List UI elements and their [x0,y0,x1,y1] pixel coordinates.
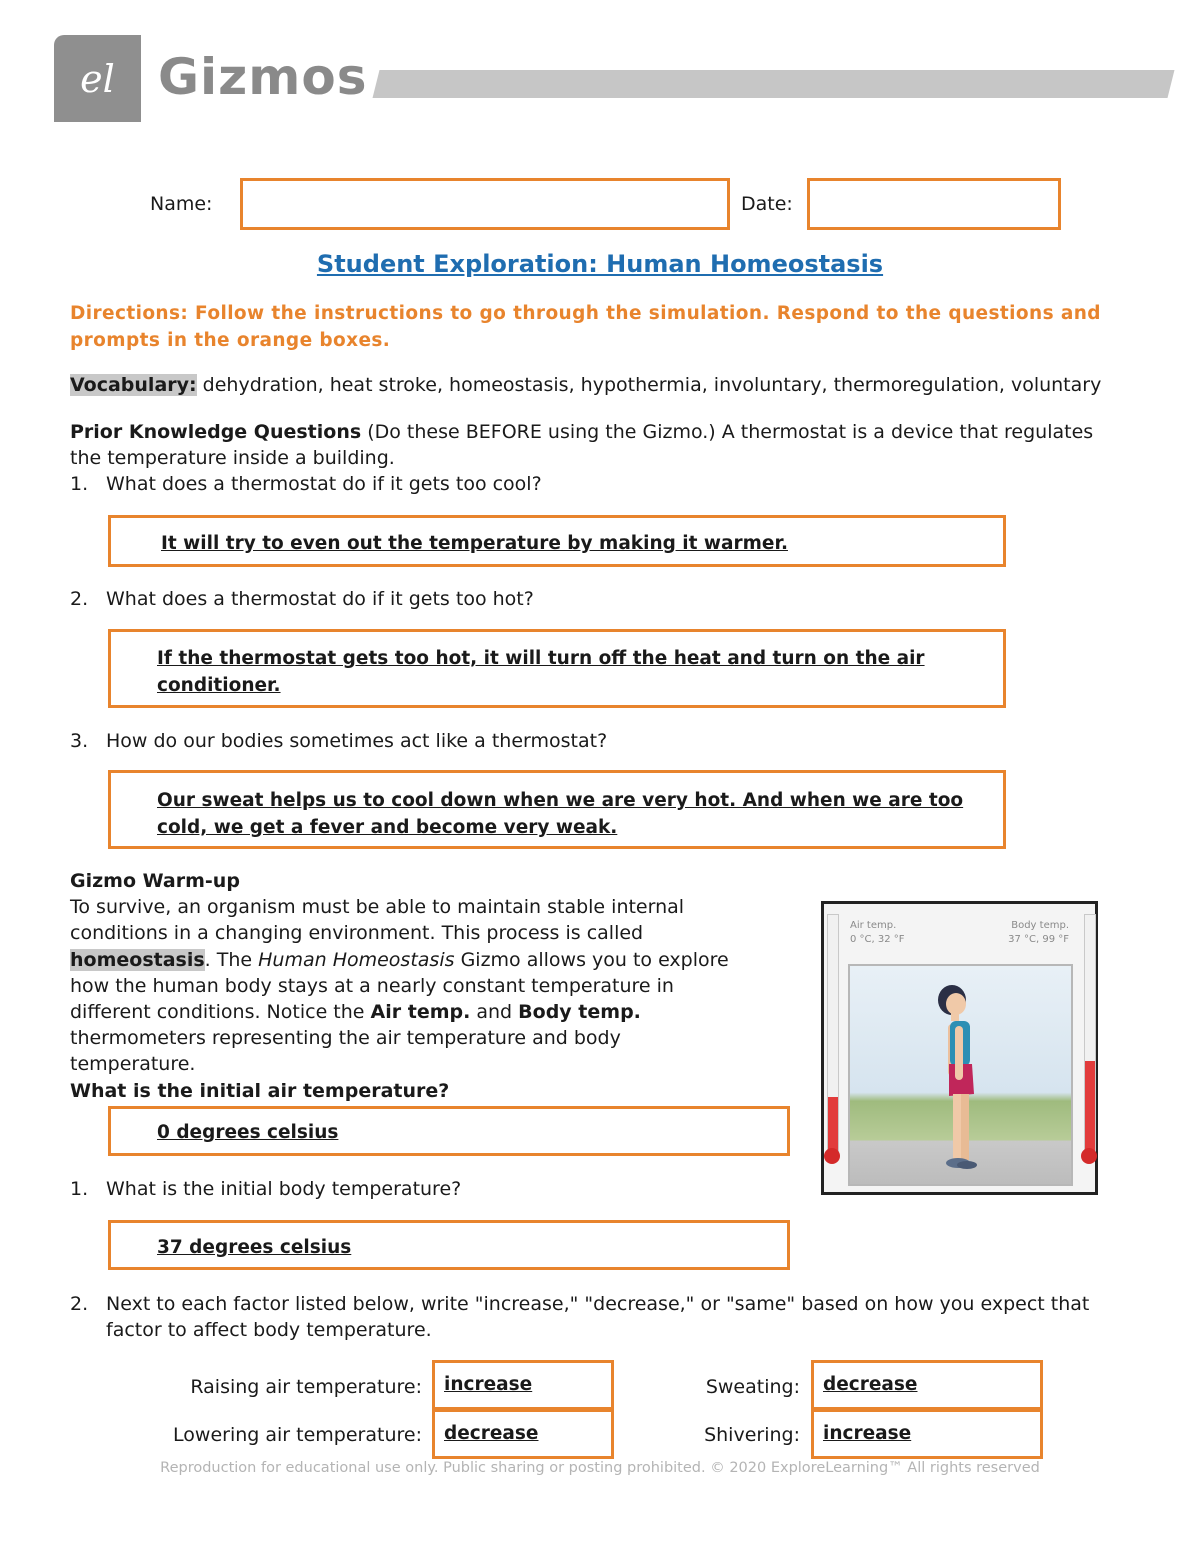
factor-answer-raising[interactable]: increase [432,1360,614,1410]
factor-label-lowering: Lowering air temperature: [173,1424,422,1446]
body-temp-value: 37 °C, 99 °F [1008,934,1069,945]
date-field[interactable] [807,178,1061,230]
question-3: 3. How do our bodies sometimes act like a thermostat? [70,730,608,752]
question-2: 2. What does a thermostat do if it gets too hot? [70,588,534,610]
factor-answer-shivering[interactable]: increase [811,1409,1043,1459]
air-temp-label: Air temp. [850,920,897,931]
factor-label-sweating: Sweating: [705,1376,800,1398]
question-factors: 2. Next to each factor listed below, write "increase," "decrease," or "same" based on how you expect that factor to affect body temperature. [70,1293,1090,1341]
warmup-question: What is the initial air temperature? [70,1079,450,1102]
gizmo-screenshot [821,901,1098,1195]
vocabulary-terms: dehydration, heat stroke, homeostasis, hypothermia, involuntary, thermoregulation, voluntary [202,374,1102,396]
warmup-heading: Gizmo Warm-up [70,870,240,892]
air-thermometer-bulb [824,1148,840,1164]
brand-name: Gizmos [158,48,368,106]
answer-box-2[interactable] [108,629,1006,708]
simulation-scene [848,964,1073,1186]
name-field[interactable] [240,178,730,230]
vocabulary-label: Vocabulary: [70,374,197,396]
prior-knowledge-intro: (Do these BEFORE using the Gizmo.) A thermostat is a device that regulates the temperature inside a building. [70,421,1094,469]
term-homeostasis: homeostasis [70,948,205,971]
question-body-temp: 1. What is the initial body temperature? [70,1178,462,1200]
page-title: Student Exploration: Human Homeostasis [316,250,884,278]
copyright-footer: Reproduction for educational use only. Public sharing or posting prohibited. © 2020 ExploreLearning™ All rights reserved [160,1460,1040,1476]
factor-label-shivering: Shivering: [704,1424,800,1446]
logo-text: el [80,57,115,101]
air-temp-value: 0 °C, 32 °F [850,934,905,945]
gizmo-name: Human Homeostasis [258,948,455,971]
body-thermometer [1084,914,1096,1154]
answer-box-body-temp[interactable] [108,1220,790,1270]
answer-box-air-temp[interactable] [108,1106,790,1156]
factor-label-raising: Raising air temperature: [190,1376,422,1398]
directions: Directions: Follow the instructions to go through the simulation. Respond to the questions and prompts in the orange boxes. [70,303,1101,351]
gizmos-logo [54,35,141,122]
answer-box-3[interactable] [108,770,1006,849]
body-thermometer-bulb [1081,1148,1097,1164]
answer-box-1[interactable] [108,515,1006,567]
body-temp-label: Body temp. [1011,920,1069,931]
header-bar [373,70,1175,98]
air-thermometer [827,914,839,1154]
warmup-section: Gizmo Warm-up To survive, an organism must be able to maintain stable internal conditions in a changing environment. This process is called homeostasis. The Human Homeostasis Gizmo allows you to explore how the human body stays at a nearly constant temperature in different conditions. Notice the Air temp. and Body temp. thermometers representing the air temperature and body temperature. What is the initial air temperature? [70,870,729,1102]
factor-answer-lowering[interactable]: decrease [432,1409,614,1459]
vocabulary [70,372,1150,398]
answer-text-line-1: If the thermostat gets too hot, it will turn off the heat and turn on the air [157,648,925,669]
date-label: Date: [741,193,793,215]
answer-text-line-2: cold, we get a fever and become very weak. [157,817,618,838]
answer-text: 37 degrees celsius [157,1237,352,1258]
prior-knowledge-heading: Prior Knowledge Questions [70,421,362,443]
factor-answer-sweating[interactable]: decrease [811,1360,1043,1410]
person-figure [850,966,1071,1184]
answer-text-line-1: Our sweat helps us to cool down when we are very hot. And when we are too [157,790,964,811]
name-label: Name: [150,193,213,215]
prior-knowledge [70,419,1130,471]
answer-text-line-2: conditioner. [157,675,281,696]
answer-text: It will try to even out the temperature by making it warmer. [161,533,788,554]
question-1: 1. What does a thermostat do if it gets too cool? [70,473,542,495]
answer-text: 0 degrees celsius [157,1122,339,1143]
